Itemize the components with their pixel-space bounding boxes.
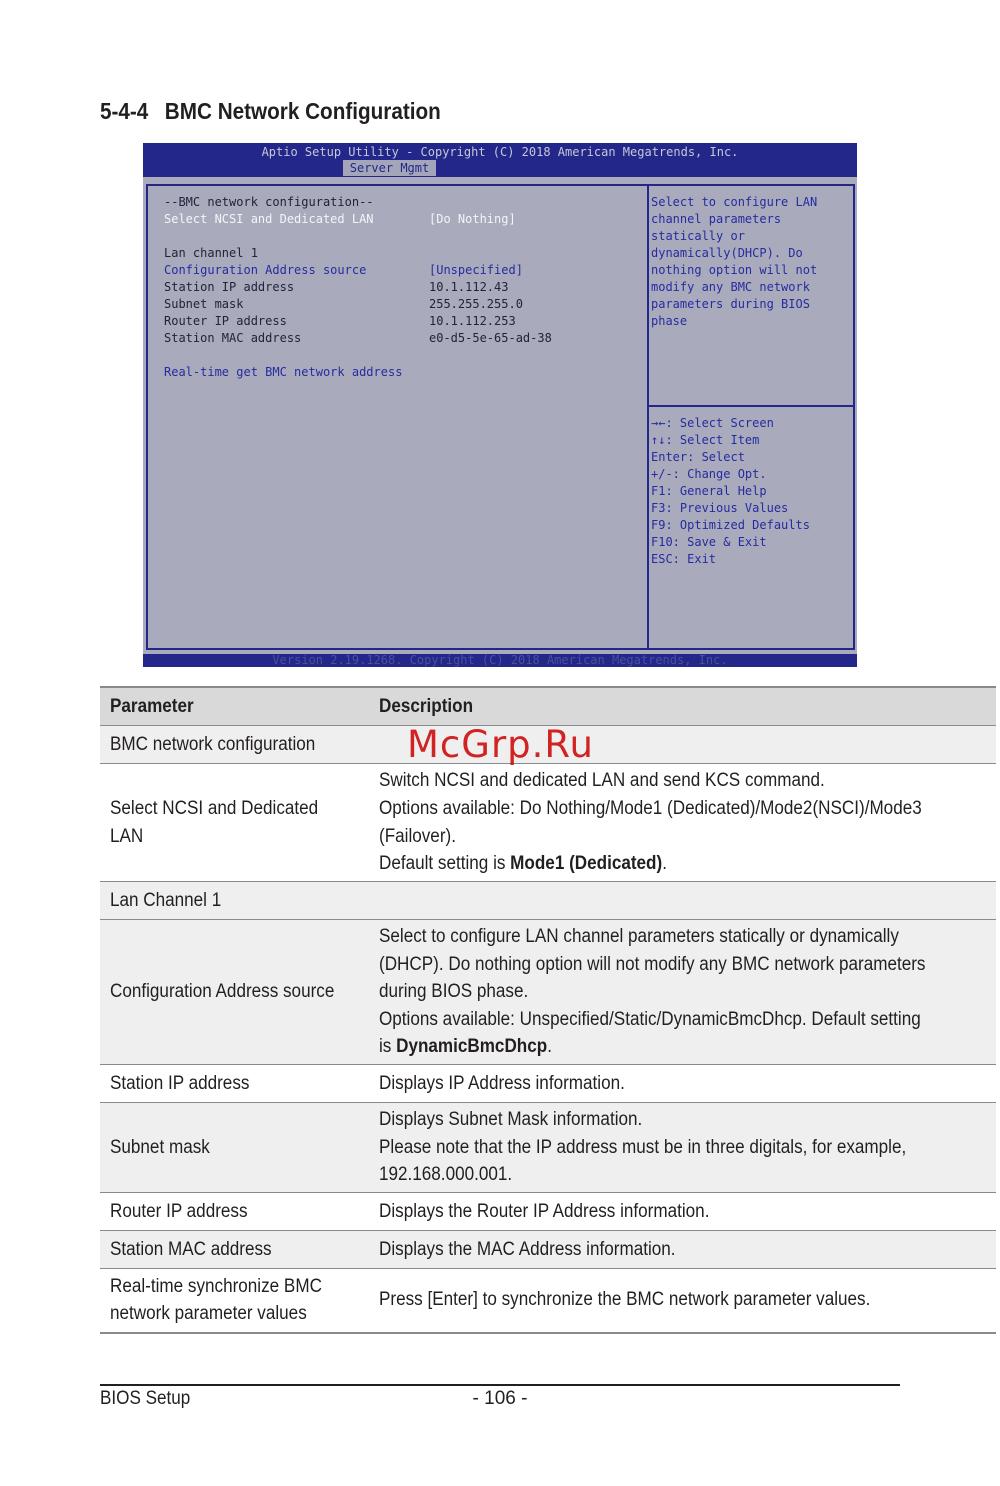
help-line: parameters during BIOS bbox=[651, 297, 810, 311]
bios-label-station-mac: Station MAC address bbox=[164, 331, 302, 345]
bios-item-select-ncsi[interactable]: Select NCSI and Dedicated LAN bbox=[164, 212, 374, 226]
desc-cell: Switch NCSI and dedicated LAN and send KCS command. Options available: Do Nothing/Mode1 (Dedicated)/Mode2(NSCI)/Mode3 (Failover). Default setting is Mode1 (Dedicated). bbox=[369, 764, 996, 882]
key-hint: F3: Previous Values bbox=[651, 501, 789, 515]
table-row bbox=[100, 764, 996, 882]
desc-cell: Displays IP Address information. bbox=[369, 1065, 996, 1103]
param-cell: Real-time synchronize BMC network parameter values bbox=[100, 1269, 369, 1333]
param-cell: Station MAC address bbox=[100, 1231, 369, 1269]
help-line: dynamically(DHCP). Do bbox=[651, 246, 803, 260]
bios-item-config-address-source[interactable]: Configuration Address source bbox=[164, 263, 367, 277]
help-line: channel parameters bbox=[651, 212, 782, 226]
key-hint: Enter: Select bbox=[651, 450, 745, 464]
help-divider bbox=[649, 405, 853, 407]
table-header-row bbox=[100, 687, 996, 726]
param-cell: BMC network configuration bbox=[100, 726, 369, 764]
watermark: McGrp.Ru bbox=[407, 723, 594, 766]
table-row bbox=[100, 1231, 996, 1269]
help-line: Select to configure LAN bbox=[651, 195, 818, 209]
desc-cell: Displays Subnet Mask information. Please note that the IP address must be in three digitals, for example, 192.168.000.001. bbox=[369, 1103, 996, 1193]
bios-value-station-mac: e0-d5-5e-65-ad-38 bbox=[429, 331, 552, 345]
key-hint: F1: General Help bbox=[651, 484, 767, 498]
bios-label-router-ip: Router IP address bbox=[164, 314, 287, 328]
param-cell: Router IP address bbox=[100, 1193, 369, 1231]
footer-section-name: BIOS Setup bbox=[100, 1388, 191, 1409]
bios-value-config-address-source[interactable]: [Unspecified] bbox=[429, 263, 523, 277]
desc-cell: Displays the MAC Address information. bbox=[369, 1231, 996, 1269]
bios-help-pane bbox=[647, 184, 855, 650]
table-row bbox=[100, 1193, 996, 1231]
section-heading bbox=[100, 98, 441, 125]
key-hint: F9: Optimized Defaults bbox=[651, 518, 810, 532]
bios-screenshot bbox=[143, 143, 857, 667]
header-parameter: Parameter bbox=[100, 687, 369, 726]
desc-cell: Select to configure LAN channel parameters statically or dynamically (DHCP). Do nothing option will not modify any BMC network parameters during BIOS phase. Options available: Unspecified/Static/DynamicBmcDhcp. Default setting is DynamicBmcDhcp. bbox=[369, 920, 996, 1065]
desc-cell bbox=[369, 882, 996, 920]
bios-label-subnet-mask: Subnet mask bbox=[164, 297, 244, 311]
bios-value-router-ip: 10.1.112.253 bbox=[429, 314, 516, 328]
bios-value-station-ip: 10.1.112.43 bbox=[429, 280, 509, 294]
param-cell: Lan Channel 1 bbox=[100, 882, 369, 920]
key-hint: +/-: Change Opt. bbox=[651, 467, 767, 481]
help-line: modify any BMC network bbox=[651, 280, 810, 294]
section-number: 5-4-4 bbox=[100, 98, 149, 124]
bios-version-bar: Version 2.19.1268. Copyright (C) 2018 American Megatrends, Inc. bbox=[272, 653, 728, 667]
param-cell: Configuration Address source bbox=[100, 920, 369, 1065]
footer-rule bbox=[100, 1384, 900, 1386]
key-hint: →←: Select Screen bbox=[651, 416, 774, 430]
bios-label-station-ip: Station IP address bbox=[164, 280, 295, 294]
bios-screen bbox=[143, 177, 857, 654]
bios-title-bar: Aptio Setup Utility - Copyright (C) 2018 American Megatrends, Inc. bbox=[261, 145, 739, 159]
table-row bbox=[100, 920, 996, 1065]
key-hint: F10: Save & Exit bbox=[651, 535, 767, 549]
desc-cell: Press [Enter] to synchronize the BMC network parameter values. bbox=[369, 1269, 996, 1333]
table-row bbox=[100, 1103, 996, 1193]
tab-server-mgmt[interactable]: Server Mgmt bbox=[343, 160, 436, 176]
bios-label-lan-channel: Lan channel 1 bbox=[164, 246, 258, 260]
bios-value-subnet-mask: 255.255.255.0 bbox=[429, 297, 523, 311]
bios-item-realtime-get[interactable]: Real-time get BMC network address bbox=[164, 365, 403, 379]
bios-settings-pane bbox=[146, 184, 649, 650]
default-value: Mode1 (Dedicated) bbox=[510, 853, 663, 875]
param-cell: Station IP address bbox=[100, 1065, 369, 1103]
key-hint: ↑↓: Select Item bbox=[651, 433, 760, 447]
table-row bbox=[100, 1065, 996, 1103]
help-line: statically or bbox=[651, 229, 745, 243]
header-description: Description bbox=[369, 687, 996, 726]
section-title: BMC Network Configuration bbox=[164, 98, 441, 124]
help-line: nothing option will not bbox=[651, 263, 818, 277]
table-row bbox=[100, 1269, 996, 1333]
page-number: - 106 - bbox=[472, 1388, 528, 1409]
desc-cell: Displays the Router IP Address information. bbox=[369, 1193, 996, 1231]
bios-value-select-ncsi[interactable]: [Do Nothing] bbox=[429, 212, 516, 226]
parameter-table bbox=[100, 686, 996, 1334]
bios-section-label: --BMC network configuration-- bbox=[164, 195, 374, 209]
table-row bbox=[100, 882, 996, 920]
help-line: phase bbox=[651, 314, 688, 328]
param-cell: Select NCSI and Dedicated LAN bbox=[100, 764, 369, 882]
param-cell: Subnet mask bbox=[100, 1103, 369, 1193]
default-value: DynamicBmcDhcp bbox=[396, 1036, 548, 1058]
key-hint: ESC: Exit bbox=[651, 552, 717, 566]
